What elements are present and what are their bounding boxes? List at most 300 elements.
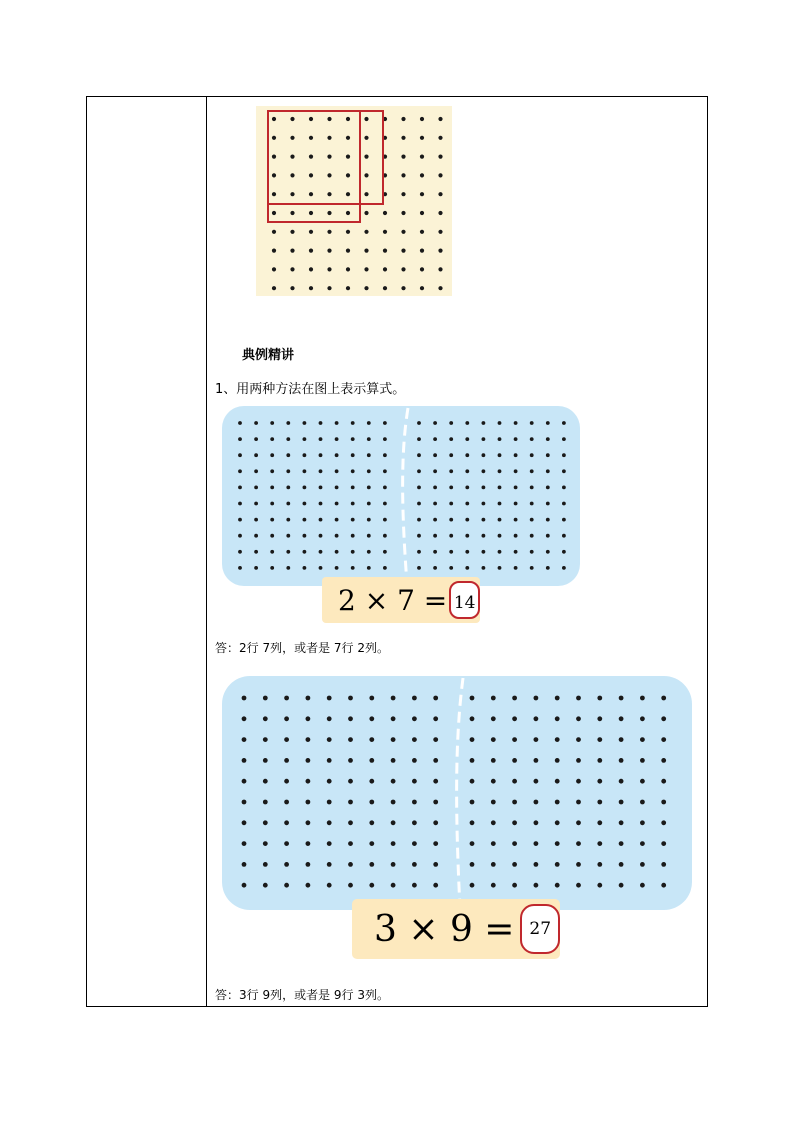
panel2-dot <box>576 716 581 721</box>
panel1-dot <box>514 453 518 457</box>
panel1-dot <box>449 566 453 570</box>
dot-panel-1-svg <box>222 406 580 586</box>
panel2-dot <box>369 779 374 784</box>
panel1-dot <box>238 550 242 554</box>
panel1-dot <box>238 421 242 425</box>
panel1-dot <box>238 534 242 538</box>
grid-dot <box>364 267 368 271</box>
panel2-dot <box>306 779 311 784</box>
panel2-dot <box>491 758 496 763</box>
panel1-dot <box>335 469 339 473</box>
panel2-dot <box>661 716 666 721</box>
panel2-dot <box>661 862 666 867</box>
panel1-dot <box>367 486 371 490</box>
panel1-dot <box>449 453 453 457</box>
panel2-dot <box>640 820 645 825</box>
grid-dot <box>327 173 331 177</box>
panel2-dot <box>412 841 417 846</box>
panel2-dot <box>661 779 666 784</box>
panel1-dot <box>449 469 453 473</box>
panel1-dot <box>351 469 355 473</box>
panel2-dot <box>263 883 268 888</box>
panel2-dot <box>348 862 353 867</box>
panel2-dot <box>306 696 311 701</box>
grid-dot <box>272 117 276 121</box>
panel1-dot <box>303 502 307 506</box>
panel1-dot <box>433 534 437 538</box>
panel2-dot <box>640 779 645 784</box>
panel2-dot <box>242 841 247 846</box>
panel1-dot <box>530 437 534 441</box>
panel1-dot <box>498 502 502 506</box>
panel1-dot <box>514 518 518 522</box>
panel1-dot <box>433 550 437 554</box>
panel1-dot <box>303 550 307 554</box>
panel1-dot <box>238 502 242 506</box>
panel2-dot <box>412 862 417 867</box>
panel2-dot <box>391 737 396 742</box>
panel2-dot <box>348 779 353 784</box>
dot-panel-2-svg <box>222 676 692 910</box>
answer-text-2: 答：3行 9列，或者是 9行 3列。 <box>215 988 389 1002</box>
panel2-dot <box>369 758 374 763</box>
panel2-dot <box>391 696 396 701</box>
panel2-dot <box>306 883 311 888</box>
grid-dot <box>364 117 368 121</box>
panel2-dot <box>555 716 560 721</box>
grid-dot <box>420 155 424 159</box>
panel1-dot <box>417 437 421 441</box>
grid-dot <box>327 211 331 215</box>
grid-dot <box>364 136 368 140</box>
panel1-dot <box>562 486 566 490</box>
panel1-dot <box>286 469 290 473</box>
panel2-dot <box>640 841 645 846</box>
panel1-dot <box>514 486 518 490</box>
grid-dot <box>272 173 276 177</box>
panel1-dot <box>546 518 550 522</box>
answer-box-2: 27 <box>520 904 560 954</box>
panel2-dot <box>348 716 353 721</box>
panel2-dot <box>348 737 353 742</box>
grid-dot <box>346 211 350 215</box>
panel2-dot <box>576 779 581 784</box>
panel1-dot <box>351 550 355 554</box>
panel2-dot <box>491 716 496 721</box>
panel2-dot <box>391 862 396 867</box>
question-text: 1、用两种方法在图上表示算式。 <box>215 382 406 397</box>
section-heading: 典例精讲 <box>242 348 295 363</box>
grid-dot <box>346 249 350 253</box>
panel2-dot <box>512 758 517 763</box>
panel2-dot <box>263 758 268 763</box>
panel2-dot <box>433 758 438 763</box>
panel2-dot <box>391 841 396 846</box>
equation-text-1: 2 × 7 = <box>338 583 448 617</box>
panel1-dot <box>433 502 437 506</box>
panel2-dot <box>327 820 332 825</box>
panel2-dot <box>348 883 353 888</box>
panel1-dot <box>433 453 437 457</box>
panel1-dot <box>530 566 534 570</box>
panel1-dot <box>383 566 387 570</box>
panel2-dot <box>640 800 645 805</box>
panel2-dot <box>470 841 475 846</box>
grid-dot <box>309 192 313 196</box>
panel1-dot <box>562 518 566 522</box>
grid-dot <box>420 230 424 234</box>
panel1-dot <box>303 518 307 522</box>
panel1-dot <box>335 421 339 425</box>
panel1-dot <box>514 566 518 570</box>
panel2-dot <box>576 841 581 846</box>
panel1-dot <box>514 421 518 425</box>
panel2-dot <box>576 883 581 888</box>
panel2-dot <box>284 779 289 784</box>
panel2-dot <box>391 758 396 763</box>
grid-dot <box>420 267 424 271</box>
panel1-dot <box>319 469 323 473</box>
panel2-dot <box>512 800 517 805</box>
panel1-dot <box>498 421 502 425</box>
panel1-dot <box>286 518 290 522</box>
grid-dot <box>346 230 350 234</box>
panel2-dot <box>369 862 374 867</box>
panel1-dot <box>303 453 307 457</box>
panel2-dot <box>470 716 475 721</box>
panel1-dot <box>319 453 323 457</box>
panel2-dot <box>242 779 247 784</box>
grid-dot <box>383 211 387 215</box>
panel1-dot <box>465 518 469 522</box>
panel2-dot <box>661 800 666 805</box>
grid-dot <box>290 211 294 215</box>
panel2-dot <box>284 841 289 846</box>
panel2-dot <box>534 758 539 763</box>
panel2-dot <box>433 779 438 784</box>
panel1-dot <box>367 550 371 554</box>
panel2-dot <box>433 862 438 867</box>
panel2-dot <box>512 696 517 701</box>
panel2-dot <box>433 883 438 888</box>
grid-dot <box>272 230 276 234</box>
panel2-dot <box>242 800 247 805</box>
panel2-dot <box>470 696 475 701</box>
grid-dot <box>383 230 387 234</box>
panel1-dot <box>498 469 502 473</box>
grid-dot <box>420 211 424 215</box>
panel1-dot <box>335 486 339 490</box>
panel2-dot <box>619 800 624 805</box>
grid-dot <box>272 249 276 253</box>
panel1-dot <box>465 550 469 554</box>
panel1-dot <box>449 421 453 425</box>
panel1-dot <box>482 437 486 441</box>
panel1-dot <box>498 453 502 457</box>
panel1-dot <box>498 437 502 441</box>
panel2-dot <box>597 862 602 867</box>
grid-dot <box>364 173 368 177</box>
panel1-dot <box>319 566 323 570</box>
grid-dot <box>346 155 350 159</box>
panel1-dot <box>562 534 566 538</box>
grid-dot <box>438 117 442 121</box>
panel2-dot <box>412 737 417 742</box>
grid-dot <box>420 249 424 253</box>
grid-dot <box>327 136 331 140</box>
grid-dot <box>309 155 313 159</box>
panel1-dot <box>270 453 274 457</box>
panel2-dot <box>242 820 247 825</box>
panel1-dot <box>254 437 258 441</box>
panel1-dot <box>498 486 502 490</box>
panel2-dot <box>576 862 581 867</box>
panel1-dot <box>254 421 258 425</box>
panel2-dot <box>263 800 268 805</box>
panel1-dot <box>482 421 486 425</box>
panel1-dot <box>514 502 518 506</box>
grid-dot <box>401 192 405 196</box>
panel1-dot <box>254 502 258 506</box>
panel1-dot <box>465 566 469 570</box>
grid-dot <box>327 249 331 253</box>
panel2-dot <box>640 883 645 888</box>
panel1-dot <box>367 469 371 473</box>
grid-dot <box>383 267 387 271</box>
panel2-dot <box>369 800 374 805</box>
panel2-dot <box>512 716 517 721</box>
panel2-dot <box>284 737 289 742</box>
panel2-dot <box>576 696 581 701</box>
panel2-dot <box>491 779 496 784</box>
grid-dot <box>346 267 350 271</box>
panel2-dot <box>491 883 496 888</box>
grid-dot <box>327 192 331 196</box>
panel1-dot <box>367 453 371 457</box>
panel2-dot <box>306 737 311 742</box>
panel2-dot <box>619 758 624 763</box>
grid-dot <box>438 249 442 253</box>
panel1-dot <box>238 469 242 473</box>
panel1-dot <box>433 469 437 473</box>
grid-dot <box>401 155 405 159</box>
panel1-dot <box>562 421 566 425</box>
panel2-dot <box>661 696 666 701</box>
panel2-dot <box>491 820 496 825</box>
panel1-dot <box>562 437 566 441</box>
panel2-dot <box>369 883 374 888</box>
table-column-divider <box>206 96 207 1007</box>
panel1-dot <box>335 437 339 441</box>
dot-panel-1 <box>222 406 580 586</box>
grid-dot <box>309 230 313 234</box>
panel2-dot <box>512 779 517 784</box>
panel1-dot <box>286 502 290 506</box>
grid-dot <box>309 173 313 177</box>
grid-dot <box>272 211 276 215</box>
panel2-dot <box>470 862 475 867</box>
panel2-dot <box>555 883 560 888</box>
grid-dot <box>290 286 294 290</box>
panel2-dot <box>306 820 311 825</box>
panel1-dot <box>351 437 355 441</box>
panel1-dot <box>270 486 274 490</box>
panel2-dot <box>597 820 602 825</box>
panel1-dot <box>319 518 323 522</box>
panel2-dot <box>555 737 560 742</box>
panel2-dot <box>470 737 475 742</box>
panel1-dashed-divider <box>403 408 408 584</box>
panel2-dot <box>470 800 475 805</box>
panel2-dot <box>348 758 353 763</box>
grid-dot <box>420 286 424 290</box>
panel1-dot <box>270 469 274 473</box>
panel1-dot <box>335 534 339 538</box>
panel2-dot <box>412 883 417 888</box>
panel2-dot <box>263 716 268 721</box>
panel2-dot <box>640 716 645 721</box>
grid-dot <box>290 155 294 159</box>
panel1-dot <box>254 566 258 570</box>
panel1-dot <box>367 502 371 506</box>
panel2-dot <box>640 862 645 867</box>
panel2-dot <box>263 696 268 701</box>
panel1-dot <box>383 502 387 506</box>
panel2-dot <box>534 779 539 784</box>
panel1-dot <box>465 502 469 506</box>
panel2-dot <box>284 696 289 701</box>
panel2-dot <box>412 779 417 784</box>
panel2-dot <box>327 841 332 846</box>
grid-dot <box>383 286 387 290</box>
grid-dot <box>401 136 405 140</box>
panel1-dot <box>351 453 355 457</box>
panel1-dot <box>286 534 290 538</box>
grid-dot <box>364 155 368 159</box>
equation-box-2 <box>352 899 560 959</box>
panel2-dot <box>433 716 438 721</box>
panel2-dot <box>555 820 560 825</box>
panel1-dot <box>383 437 387 441</box>
grid-dot <box>290 267 294 271</box>
panel2-dot <box>661 758 666 763</box>
panel1-dot <box>465 486 469 490</box>
panel1-dot <box>367 566 371 570</box>
panel2-dot <box>433 841 438 846</box>
panel1-dot <box>546 566 550 570</box>
panel1-dot <box>482 453 486 457</box>
dot-grid-svg <box>256 106 452 296</box>
panel1-dot <box>465 437 469 441</box>
grid-dot <box>420 117 424 121</box>
panel1-dot <box>367 534 371 538</box>
highlight-rect-tall <box>268 111 360 222</box>
panel2-dot <box>661 841 666 846</box>
panel1-dot <box>562 469 566 473</box>
grid-dot <box>438 173 442 177</box>
grid-dot <box>327 286 331 290</box>
panel2-dot <box>555 696 560 701</box>
grid-dot <box>346 286 350 290</box>
panel1-dot <box>254 550 258 554</box>
equation-box-1 <box>322 577 480 623</box>
panel1-dot <box>383 486 387 490</box>
panel1-dot <box>238 518 242 522</box>
panel2-dot <box>619 716 624 721</box>
panel2-dot <box>369 716 374 721</box>
panel1-dot <box>562 550 566 554</box>
panel2-dot <box>661 737 666 742</box>
panel1-dot <box>449 550 453 554</box>
panel2-dot <box>512 820 517 825</box>
panel1-dot <box>514 534 518 538</box>
grid-dot <box>401 286 405 290</box>
panel2-dot <box>491 862 496 867</box>
panel1-dot <box>319 550 323 554</box>
panel1-dot <box>433 566 437 570</box>
panel1-dot <box>254 486 258 490</box>
panel1-dot <box>417 421 421 425</box>
panel2-dot <box>242 716 247 721</box>
panel1-dot <box>303 486 307 490</box>
panel1-dot <box>482 566 486 570</box>
panel1-dot <box>335 453 339 457</box>
panel2-dashed-divider <box>457 678 463 908</box>
panel1-dot <box>335 518 339 522</box>
grid-dot <box>401 267 405 271</box>
panel2-dot <box>597 841 602 846</box>
panel2-dot <box>327 800 332 805</box>
panel1-dot <box>351 534 355 538</box>
panel2-dot <box>348 800 353 805</box>
panel1-dot <box>465 453 469 457</box>
panel2-dot <box>534 696 539 701</box>
panel1-dot <box>498 566 502 570</box>
grid-dot <box>438 155 442 159</box>
panel1-dot <box>270 566 274 570</box>
grid-dot <box>290 230 294 234</box>
panel2-dot <box>470 883 475 888</box>
panel2-dot <box>348 696 353 701</box>
panel2-dot <box>327 716 332 721</box>
panel1-dot <box>238 486 242 490</box>
panel1-dot <box>449 502 453 506</box>
panel1-dot <box>238 437 242 441</box>
panel1-dot <box>546 550 550 554</box>
panel2-dot <box>576 820 581 825</box>
panel2-dot <box>306 800 311 805</box>
panel2-dot <box>555 841 560 846</box>
panel2-dot <box>369 696 374 701</box>
grid-dot <box>420 192 424 196</box>
panel1-dot <box>270 518 274 522</box>
panel1-dot <box>270 534 274 538</box>
panel2-dot <box>242 883 247 888</box>
panel1-dot <box>546 453 550 457</box>
panel2-dot <box>491 737 496 742</box>
panel2-dot <box>263 862 268 867</box>
panel1-dot <box>417 550 421 554</box>
panel2-dot <box>512 862 517 867</box>
grid-dot <box>401 211 405 215</box>
panel2-dot <box>327 696 332 701</box>
panel1-dot <box>433 486 437 490</box>
panel1-dot <box>546 534 550 538</box>
panel1-dot <box>303 437 307 441</box>
panel1-dot <box>530 486 534 490</box>
panel2-dot <box>242 862 247 867</box>
panel2-dot <box>576 800 581 805</box>
